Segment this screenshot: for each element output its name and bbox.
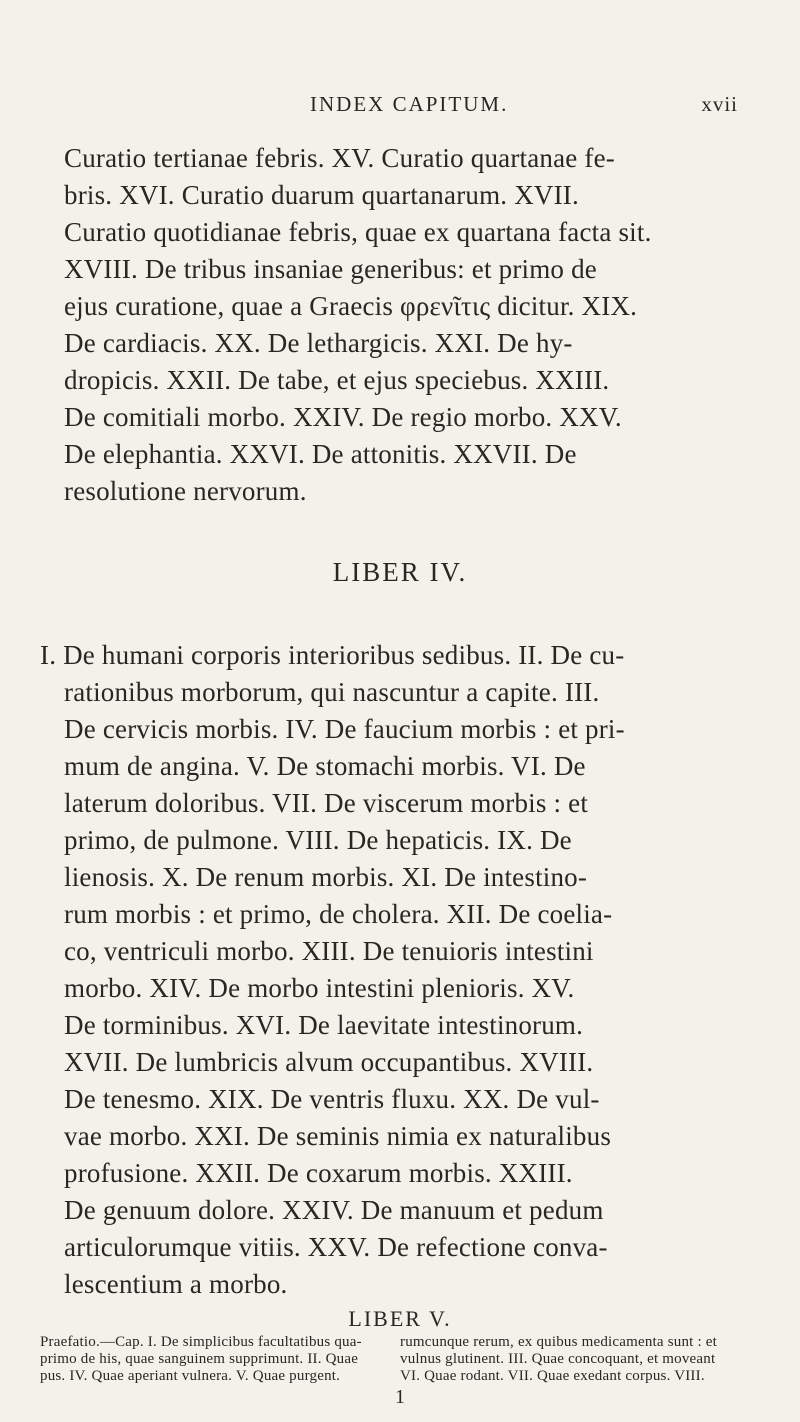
index-line: vae morbo. XXI. De seminis nimia ex naturalibus — [64, 1121, 612, 1151]
page-number: xvii — [701, 92, 738, 116]
index-line: laterum doloribus. VII. De viscerum morbis : et — [64, 788, 589, 818]
index-line: resolutione nervorum. — [64, 476, 307, 506]
index-line: De cervicis morbis. IV. De faucium morbis : et pri- — [64, 714, 625, 744]
index-line: I. De humani corporis interioribus sedibus. II. De cu- — [40, 640, 625, 670]
index-line: De tenesmo. XIX. De ventris fluxu. XX. De vul- — [64, 1084, 600, 1114]
index-line: primo, de pulmone. VIII. De hepaticis. IX. De — [64, 825, 572, 855]
index-line: ejus curatione, quae a Graecis φρενῖτις dicitur. XIX. — [64, 291, 638, 321]
running-head — [0, 92, 800, 124]
index-line: morbo. XIV. De morbo intestini plenioris. XV. — [64, 973, 575, 1003]
index-line: rationibus morborum, qui nascuntur a capite. III. — [64, 677, 600, 707]
index-line: XVIII. De tribus insaniae generibus: et primo de — [64, 254, 597, 284]
index-line: vulnus glutinent. III. Quae concoquant, et moveant — [400, 1351, 716, 1367]
liber-v-heading: LIBER V. — [348, 1306, 452, 1331]
index-line: De genuum dolore. XXIV. De manuum et pedum — [64, 1195, 604, 1225]
running-title: INDEX CAPITUM. — [310, 92, 509, 116]
index-line: rumcunque rerum, ex quibus medicamenta sunt : et — [400, 1334, 718, 1350]
index-line: De comitiali morbo. XXIV. De regio morbo. XXV. — [64, 402, 622, 432]
index-line: rum morbis : et primo, de cholera. XII. De coelia- — [64, 899, 613, 929]
index-line: lienosis. X. De renum morbis. XI. De intestino- — [64, 862, 588, 892]
index-line: De torminibus. XVI. De laevitate intestinorum. — [64, 1010, 584, 1040]
index-line: Curatio tertianae febris. XV. Curatio quartanae fe- — [64, 143, 615, 173]
index-line: mum de angina. V. De stomachi morbis. VI. De — [64, 751, 586, 781]
index-line: primo de his, quae sanguinem supprimunt. II. Quae — [40, 1351, 359, 1367]
index-line: dropicis. XXII. De tabe, et ejus speciebus. XXIII. — [64, 365, 610, 395]
index-line: co, ventriculi morbo. XIII. De tenuioris intestini — [64, 936, 594, 966]
index-line: lescentium a morbo. — [64, 1269, 288, 1299]
index-line: pus. IV. Quae aperiant vulnera. V. Quae purgent. — [40, 1368, 341, 1384]
index-line: VI. Quae rodant. VII. Quae exedant corpus. VIII. — [400, 1368, 705, 1384]
liber-iv-heading: LIBER IV. — [332, 557, 468, 587]
index-line: De elephantia. XXVI. De attonitis. XXVII. De — [64, 439, 577, 469]
index-line: bris. XVI. Curatio duarum quartanarum. XVII. — [64, 180, 579, 210]
index-line: profusione. XXII. De coxarum morbis. XXIII. — [64, 1158, 573, 1188]
signature-mark: 1 — [395, 1386, 405, 1408]
index-line: Curatio quotidianae febris, quae ex quartana facta sit. — [64, 217, 652, 247]
index-line: XVII. De lumbricis alvum occupantibus. XVIII. — [64, 1047, 594, 1077]
index-line: De cardiacis. XX. De lethargicis. XXI. De hy- — [64, 328, 573, 358]
index-line: Praefatio.—Cap. I. De simplicibus facultatibus qua- — [40, 1334, 362, 1350]
index-line: articulorumque vitiis. XXV. De refectione conva- — [64, 1232, 608, 1262]
